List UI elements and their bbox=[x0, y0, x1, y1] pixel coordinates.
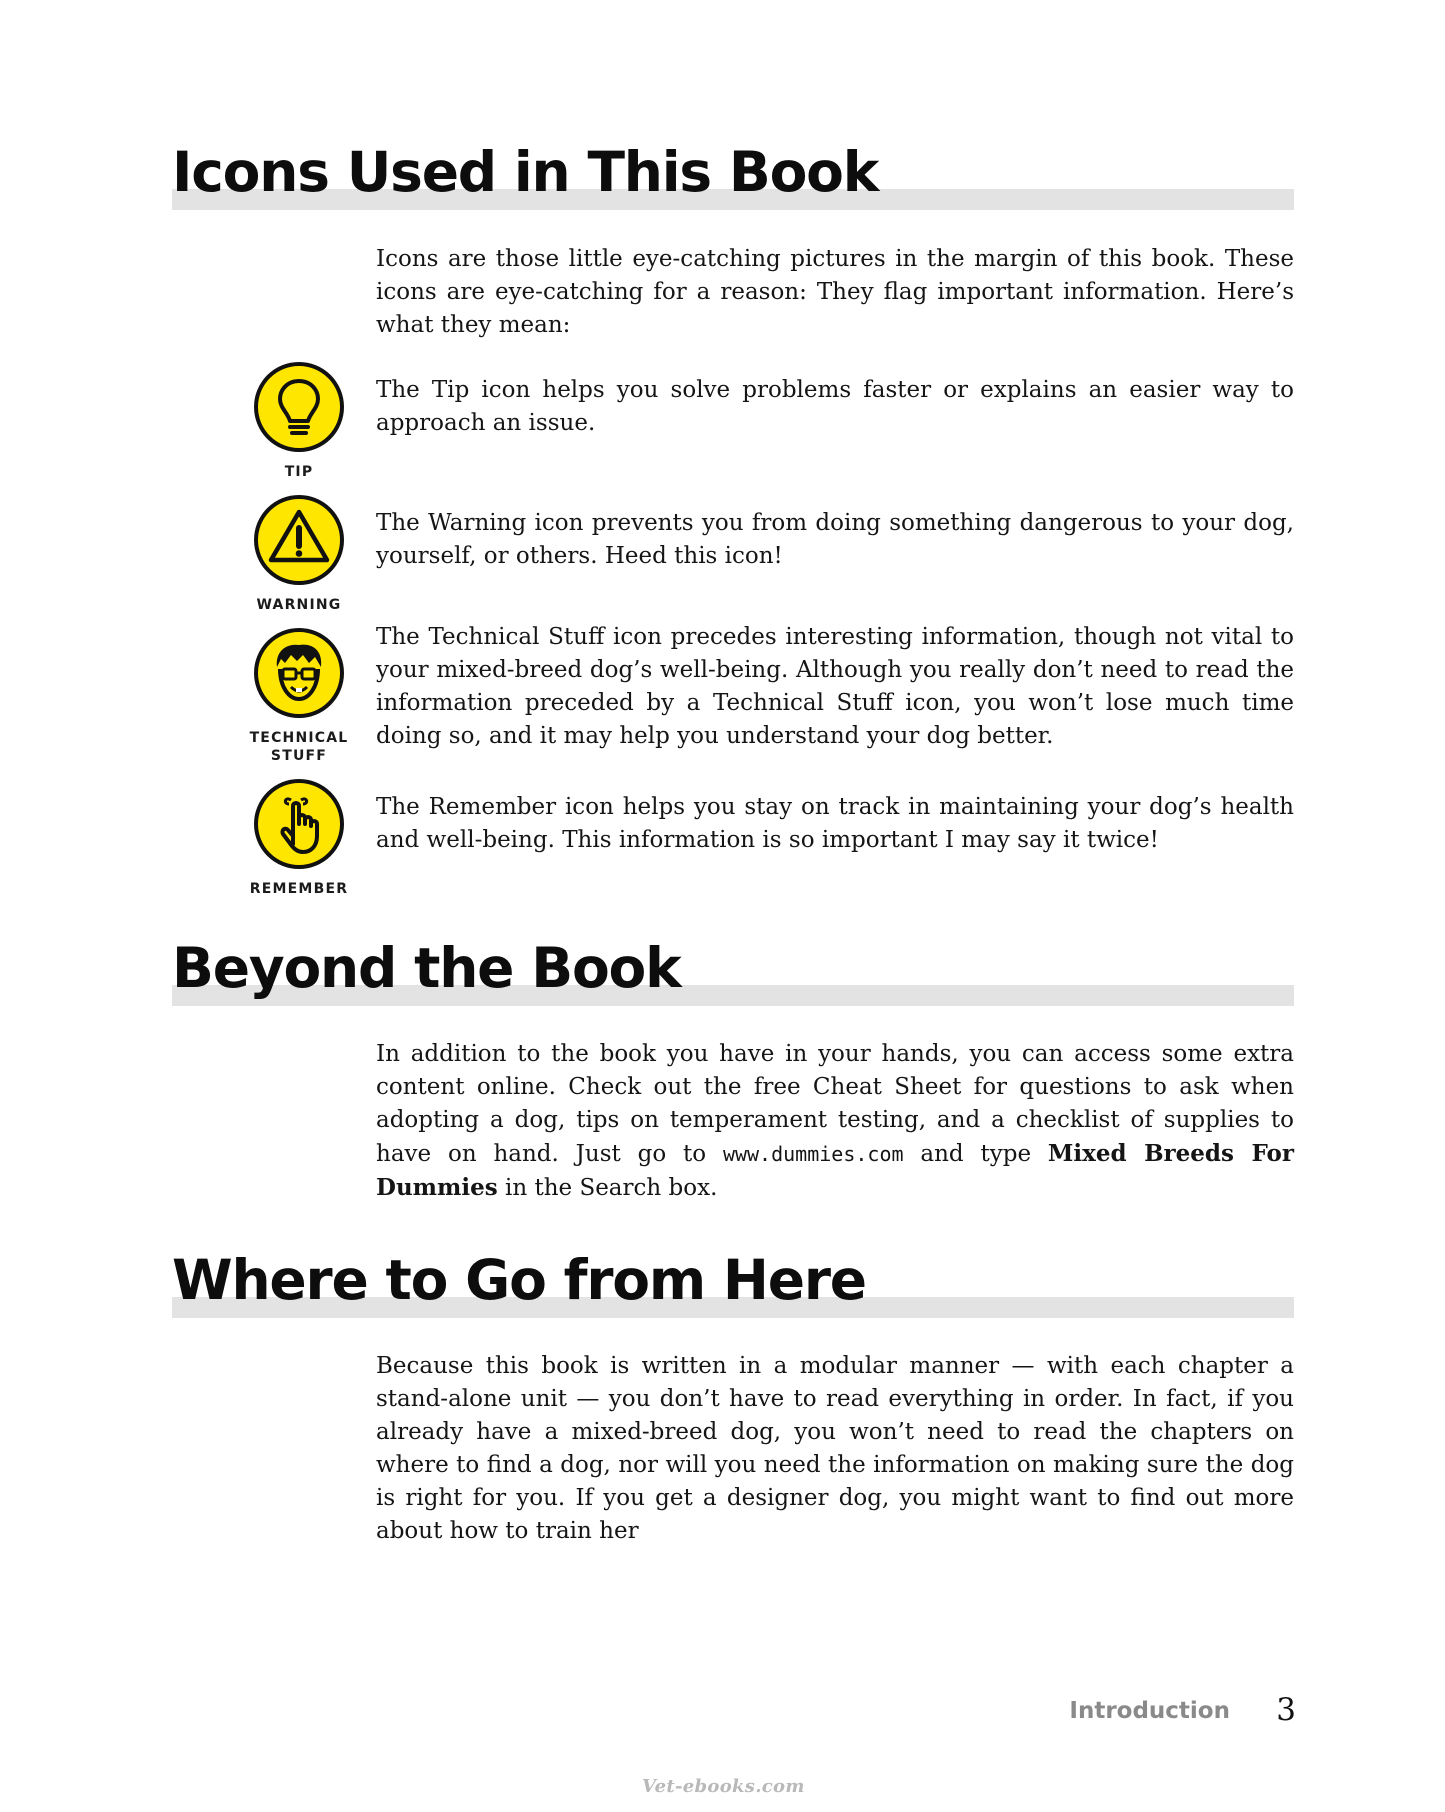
beyond-text-middle: and type bbox=[903, 1141, 1048, 1167]
icon-label-technical-stuff bbox=[240, 729, 358, 765]
technical-stuff-icon bbox=[253, 627, 345, 719]
icons-intro-paragraph: Icons are those little eye-catching pictures in the margin of this book. These icons are eye-catching for a reason: They flag important information. Here’s what they mean: bbox=[376, 246, 1294, 338]
heading-beyond-the-book: Beyond the Book bbox=[172, 936, 681, 1000]
section-heading-beyond bbox=[172, 926, 1294, 1006]
remember-finger-icon bbox=[253, 778, 345, 870]
section-heading-icons bbox=[172, 130, 1294, 210]
section-heading-where bbox=[172, 1238, 1294, 1318]
remember-icon-block bbox=[240, 778, 358, 898]
warning-description: The Warning icon prevents you from doing something dangerous to your dog, yourself, or others. Heed this icon! bbox=[376, 510, 1294, 569]
footer-section-label: Introduction bbox=[1069, 1698, 1230, 1724]
heading-where-to-go: Where to Go from Here bbox=[172, 1248, 866, 1312]
warning-icon-block bbox=[240, 494, 358, 614]
lightbulb-icon bbox=[253, 361, 345, 453]
technical-stuff-description: The Technical Stuff icon precedes interesting information, though not vital to your mixed-breed dog’s well-being. Although you really don’t need to read the information preceded by a Technical Stuff icon, you won’t lose much time doing so, and it may help you understand your dog better. bbox=[376, 624, 1294, 749]
icon-label-technical: TECHNICAL bbox=[249, 730, 349, 746]
warning-triangle-icon bbox=[253, 494, 345, 586]
where-paragraph: Because this book is written in a modular manner — with each chapter a stand-alone unit — you don’t have to read everything in order. In fact, if you already have a mixed-breed dog, you won’t need to read the chapters on where to find a dog, nor will you need the information on making sure the dog is right for you. If you get a designer dog, you might want to find out more about how to train her bbox=[376, 1353, 1294, 1544]
beyond-text-end: in the Search box. bbox=[497, 1175, 718, 1201]
tip-description: The Tip icon helps you solve problems faster or explains an easier way to approach an issue. bbox=[376, 377, 1294, 436]
heading-icons-used: Icons Used in This Book bbox=[172, 140, 879, 204]
watermark-logo: Vet-ebooks.com bbox=[642, 1776, 805, 1797]
beyond-text-start: In addition to the book you have in your hands, you can access some extra content online. Check out the free Cheat Sheet for questions to ask when adopting a dog, tips on temperament testing, and a checklist of supplies to have on hand. Just go to bbox=[376, 1041, 1294, 1167]
technical-stuff-icon-block bbox=[240, 627, 358, 765]
icon-label-warning: WARNING bbox=[256, 597, 342, 613]
tip-icon-block bbox=[240, 361, 358, 481]
beyond-paragraph bbox=[376, 1038, 1294, 1205]
icon-label-stuff: STUFF bbox=[270, 748, 328, 764]
page-number: 3 bbox=[1276, 1692, 1296, 1728]
icon-label-remember: REMEMBER bbox=[249, 881, 349, 897]
dummies-url-link[interactable]: www.dummies.com bbox=[722, 1142, 904, 1166]
remember-description: The Remember icon helps you stay on track in maintaining your dog’s health and well-being. This information is so important I may say it twice! bbox=[376, 794, 1294, 853]
icon-label-tip: TIP bbox=[284, 464, 314, 480]
book-title-bold: Mixed Breeds For Dummies bbox=[376, 1140, 1294, 1201]
